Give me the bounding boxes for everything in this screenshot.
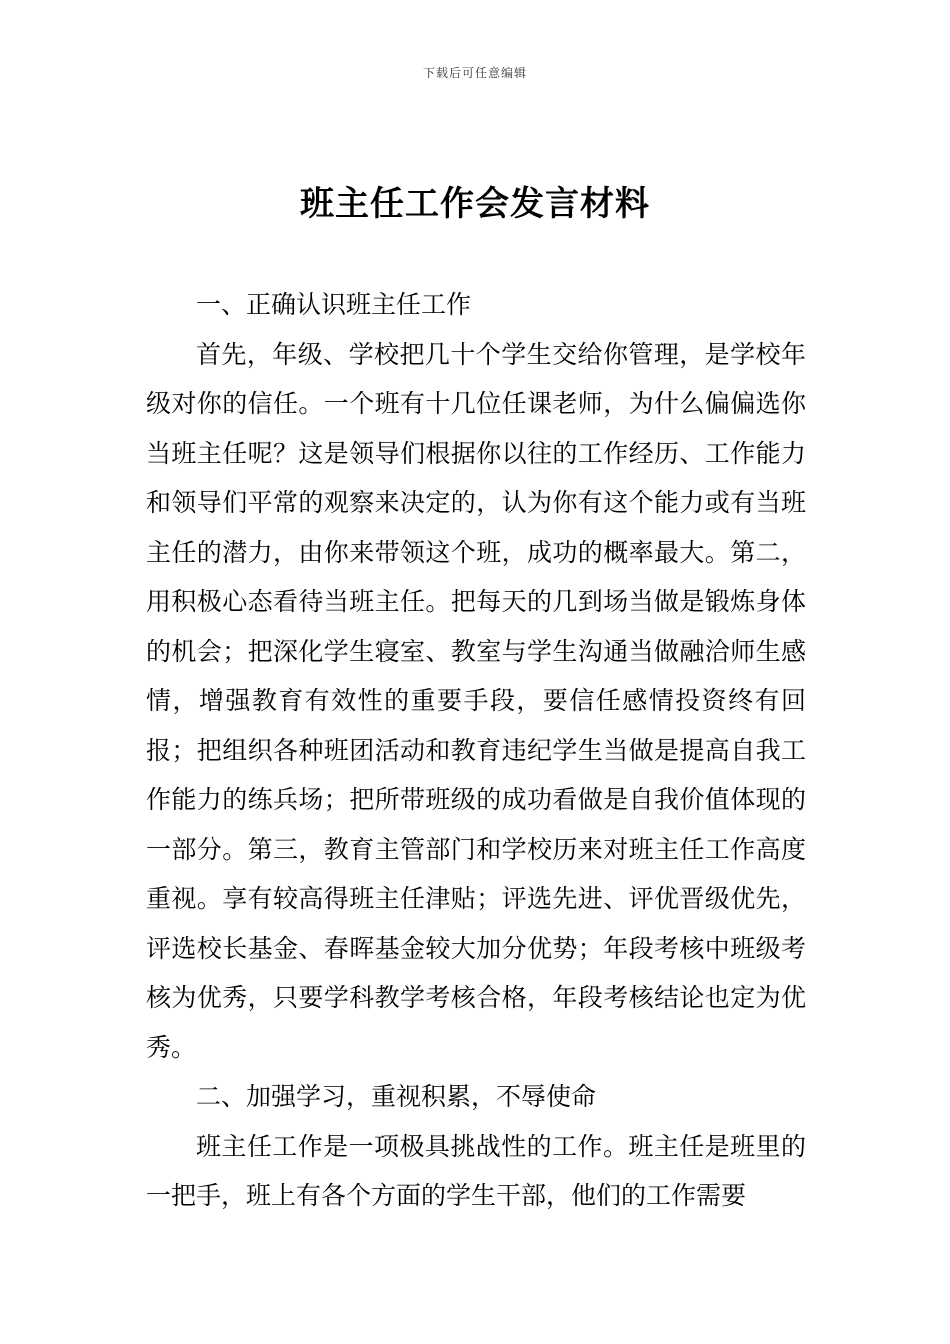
header-note: 下载后可任意编辑 <box>422 66 527 80</box>
body-paragraph: 班主任工作是一项极具挑战性的工作。班主任是班里的一把手，班上有各个方面的学生干部，他们的工作需要 <box>146 1131 806 1210</box>
body-paragraph: 首先，年级、学校把几十个学生交给你管理，是学校年级对你的信任。一个班有十几位任课老师，为什么偏偏选你当班主任呢？这是领导们根据你以往的工作经历、工作能力和领导们平常的观察来决定的，认为你有这个能力或有当班主任的潜力，由你来带领这个班，成功的概率最大。第二，用积极心态看待当班主任。把每天的几到场当做是锻炼身体的机会；把深化学生寝室、教室与学生沟通当做融洽师生感情，增强教育有效性的重要手段，要信任感情投资终有回报；把组织各种班团活动和教育违纪学生当做是提高自我工作能力的练兵场；把所带班级的成功看做是自我价值体现的一部分。第三，教育主管部门和学校历来对班主任工作高度重视。享有较高得班主任津贴；评选先进、评优晋级优先，评选校长基金、春晖基金较大加分优势；年段考核中班级考核为优秀，只要学科教学考核合格，年段考核结论也定为优秀。 <box>146 339 806 1062</box>
section-heading-1: 一、正确认识班主任工作 <box>196 290 472 319</box>
document-body <box>146 280 806 1221</box>
document-title: 班主任工作会发言材料 <box>300 184 650 224</box>
section-heading-2: 二、加强学习，重视积累，不辱使命 <box>196 1082 597 1111</box>
